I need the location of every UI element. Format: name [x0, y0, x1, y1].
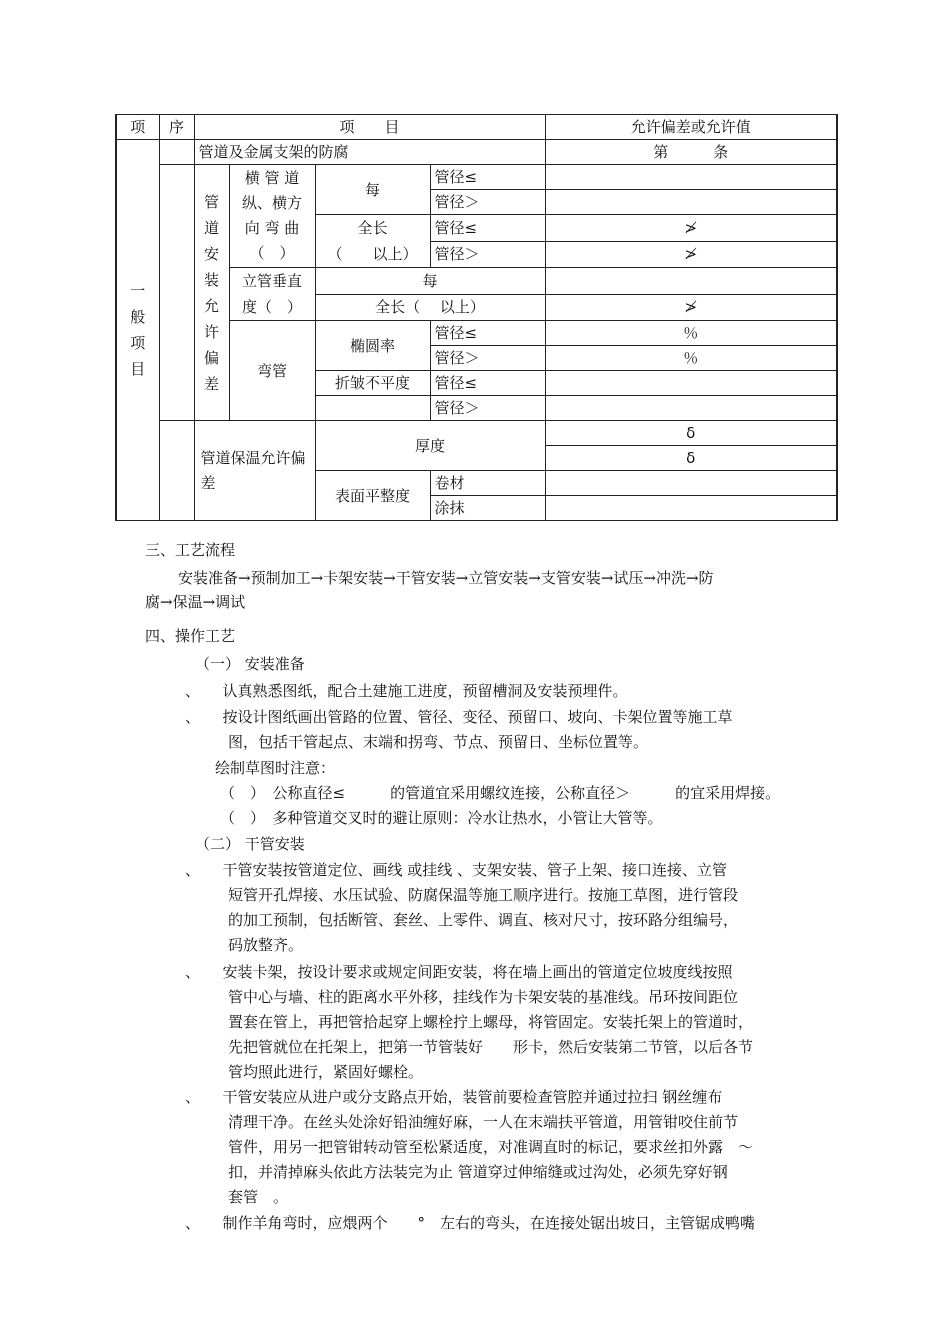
header-item: 项 [116, 115, 159, 140]
list-item-continuation: 先把管就位在托架上，把第一节管装好 形卡，然后安装第二节管，以后各节 [228, 1038, 754, 1056]
pipe-install-tolerance-label: 管 道 安 装 允 许 偏 差 [194, 165, 229, 421]
flatness-label: 表面平整度 [315, 471, 430, 521]
bend-pipe-label: 弯管 [229, 321, 315, 421]
general-items-label: 一 般 项 目 [116, 140, 159, 521]
not-greater-value: ≯ [545, 215, 837, 242]
list-item-continuation: 清理干净。在丝头处涂好铅油缠好麻，一人在末端扶平管道，用管钳咬住前节 [228, 1113, 739, 1131]
note-item: （ ） 多种管道交叉时的避让原则：冷水让热水，小管让大管等。 [220, 809, 663, 827]
list-item-continuation: 扣，并清掉麻头依此方法装完为止 管道穿过伸缩缝或过沟处，必须先穿好钢 [228, 1163, 728, 1181]
per-meter-label: 每 [315, 268, 545, 295]
anticorrosion-item: 管道及金属支架的防腐 [194, 140, 545, 165]
list-item-continuation: 的加工预制，包括断管、套丝、上零件、调直、核对尺寸，按环路分组编号， [228, 911, 739, 929]
full-length-label: 全长 （ 以上） [315, 215, 430, 268]
dn-le-label: 管径≤ [430, 371, 545, 396]
header-project: 项 目 [194, 115, 545, 140]
value-cell [545, 471, 837, 496]
subsection-title: （一） 安装准备 [195, 655, 305, 673]
section-title: 三、工艺流程 [145, 541, 236, 559]
list-item-continuation: 管均照此进行，紧固好螺栓。 [228, 1063, 424, 1081]
dn-le-label: 管径≤ [430, 165, 545, 190]
smear-label: 涂抹 [430, 496, 545, 521]
dn-gt-label: 管径＞ [430, 346, 545, 371]
header-seq: 序 [159, 115, 194, 140]
list-item: 、 按设计图纸画出管路的位置、管径、变径、预留口、坡向、卡架位置等施工草 [185, 708, 733, 726]
note-title: 绘制草图时注意： [215, 759, 336, 777]
note-item: （ ） 公称直径≤ 的管道宜采用螺纹连接，公称直径＞ 的宜采用焊接。 [220, 784, 781, 802]
dn-gt-label: 管径＞ [430, 241, 545, 268]
list-item: 、 干管安装应从进户或分支路点开始，装管前要检查管腔并通过拉扫 钢丝缠布 [185, 1088, 723, 1106]
delta-value: δ [545, 446, 837, 471]
list-item: 、 制作羊角弯时，应煨两个 ° 左右的弯头，在连接处锯出坡日，主管锯成鸭嘴 [185, 1214, 756, 1232]
value-cell [545, 371, 837, 396]
value-cell [545, 396, 837, 421]
per-meter-label: 每 [315, 165, 430, 215]
delta-value: δ [545, 421, 837, 446]
value-cell [545, 165, 837, 190]
list-item: 、 认真熟悉图纸，配合土建施工进度，预留槽洞及安装预埋件。 [185, 682, 628, 700]
value-cell [545, 268, 837, 295]
thickness-label: 厚度 [315, 421, 545, 471]
dn-le-label: 管径≤ [430, 321, 545, 346]
ovality-label: 椭圆率 [315, 321, 430, 371]
list-item: 、 安装卡架，按设计要求或规定间距安装，将在墙上画出的管道定位坡度线按照 [185, 963, 733, 981]
percent-value: ％ [545, 321, 837, 346]
list-item-continuation: 短管开孔焊接、水压试验、防腐保温等施工顺序进行。按施工草图，进行管段 [228, 886, 739, 904]
insulation-tolerance-label: 管道保温允许偏差 [194, 421, 315, 521]
dn-gt-label: 管径＞ [430, 396, 545, 421]
section-title: 四、操作工艺 [145, 627, 236, 645]
empty-cell [315, 396, 430, 421]
list-item-continuation: 套管 。 [228, 1188, 289, 1206]
full-length-label: 全长（ 以上） [315, 294, 545, 321]
seq-cell [159, 140, 194, 165]
dn-gt-label: 管径＞ [430, 190, 545, 215]
seq-cell [159, 421, 194, 521]
tolerance-table [115, 114, 838, 521]
horizontal-bend-label: 横 管 道 纵、横方 向 弯 曲 （ ） [229, 165, 315, 268]
table-header-row [116, 115, 837, 140]
list-item-continuation: 码放整齐。 [228, 936, 304, 954]
roll-label: 卷材 [430, 471, 545, 496]
paragraph-line: 腐→保温→调试 [145, 593, 246, 611]
list-item-continuation: 管中心与墙、柱的距离水平外移，挂线作为卡架安装的基准线。吊环按间距位 [228, 988, 739, 1006]
value-cell [545, 496, 837, 521]
dn-le-label: 管径≤ [430, 215, 545, 242]
not-greater-value: ≯ [545, 241, 837, 268]
vertical-pipe-label: 立管垂直 度（ ） [229, 268, 315, 321]
list-item: 、 干管安装按管道定位、画线 或挂线 、支架安装、管子上架、接口连接、立管 [185, 861, 728, 879]
list-item-continuation: 图，包括干管起点、末端和拐弯、节点、预留日、坐标位置等。 [228, 733, 649, 751]
seq-cell [159, 165, 194, 421]
header-tolerance: 允许偏差或允许值 [545, 115, 837, 140]
anticorrosion-value: 第 条 [545, 140, 837, 165]
not-greater-value: ≯ [545, 294, 837, 321]
list-item-continuation: 管件，用另一把管钳转动管至松紧适度，对准调直时的标记，要求丝扣外露 ～ [228, 1138, 754, 1156]
wrinkle-label: 折皱不平度 [315, 371, 430, 396]
subsection-title: （二） 干管安装 [195, 835, 305, 853]
value-cell [545, 190, 837, 215]
paragraph-line: 安装准备→预制加工→卡架安装→干管安装→立管安装→支管安装→试压→冲洗→防 [178, 569, 714, 587]
list-item-continuation: 置套在管上，再把管拾起穿上螺栓拧上螺母，将管固定。安装托架上的管道时， [228, 1013, 754, 1031]
percent-value: ％ [545, 346, 837, 371]
